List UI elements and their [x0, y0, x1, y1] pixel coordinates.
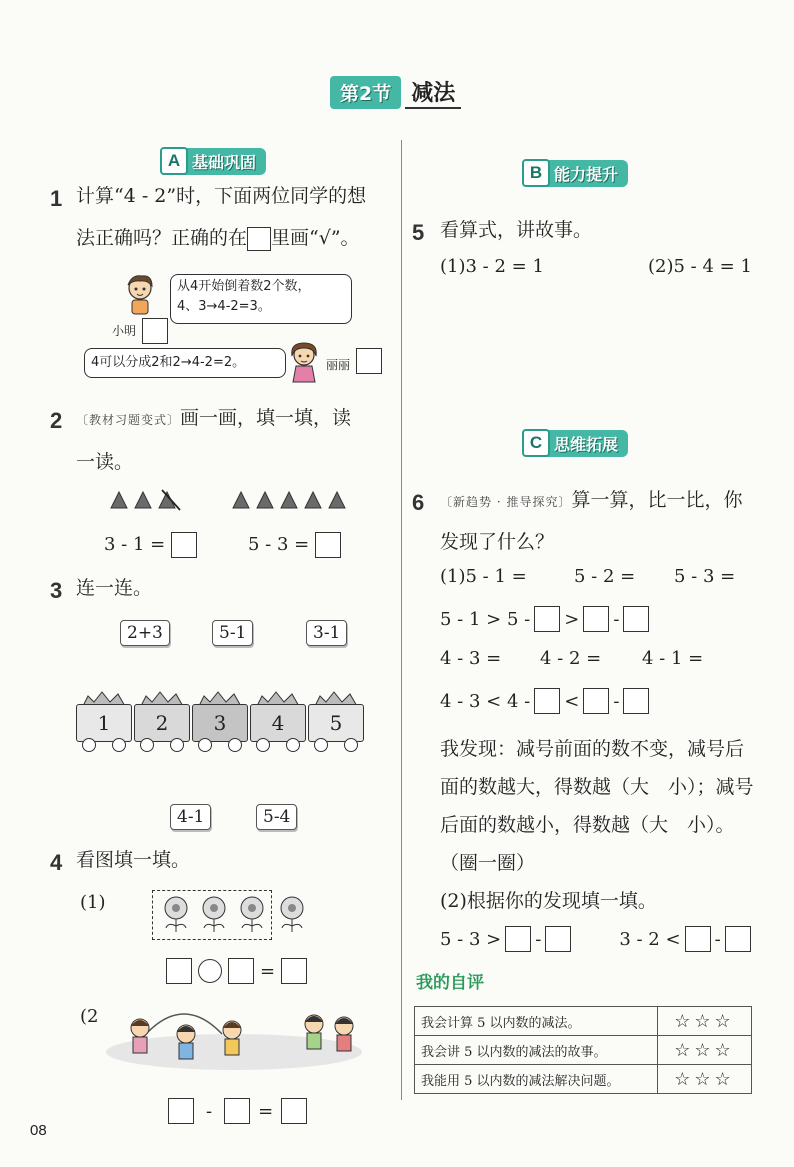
badge-letter: B — [522, 159, 550, 187]
question-number: 2 — [50, 408, 63, 433]
answer-row-1 — [166, 958, 307, 984]
expression-card[interactable]: 3-1 — [306, 620, 347, 646]
minus-sign: - — [613, 690, 620, 712]
cart-number: 4 — [250, 704, 306, 742]
wheel-icon — [170, 738, 184, 752]
compare-sign: > — [564, 608, 580, 630]
question-number: 5 — [412, 220, 425, 245]
wheel-icon — [82, 738, 96, 752]
answer-box[interactable] — [534, 606, 560, 632]
student-name-lili: 丽丽 — [326, 358, 351, 372]
children-jump-rope-illustration — [104, 1004, 370, 1072]
boy-illustration — [118, 272, 164, 318]
flower-icon — [158, 894, 194, 934]
star-rating[interactable]: ☆☆☆ — [658, 1065, 752, 1094]
equation — [248, 532, 341, 558]
calc-item: 4 - 1 = — [642, 648, 704, 669]
minus-sign: - — [714, 928, 721, 950]
fill-row — [440, 926, 751, 952]
answer-box[interactable] — [171, 532, 197, 558]
badge-thinking — [522, 430, 628, 456]
triangles-group-3 — [108, 488, 188, 512]
q2-line2: 一读。 — [76, 451, 134, 473]
answer-box[interactable] — [281, 1098, 307, 1124]
answer-box[interactable] — [623, 606, 649, 632]
answer-box[interactable] — [228, 958, 254, 984]
answer-box[interactable] — [534, 688, 560, 714]
train-cart[interactable] — [308, 690, 364, 756]
calc-item: 4 - 2 = — [540, 648, 602, 669]
operator-circle[interactable] — [198, 959, 222, 983]
badge-label: 基础巩固 — [184, 148, 266, 175]
compare-sign: < — [564, 690, 580, 712]
story-equation-1: (1)3 - 2 = 1 — [440, 256, 544, 277]
answer-row-2 — [168, 1098, 307, 1124]
minus-sign: - — [206, 1100, 213, 1122]
calc-item: 4 - 3 = — [440, 648, 502, 669]
equation-text: 5 - 3 = — [248, 534, 310, 555]
flower-icon — [274, 894, 310, 934]
section-number: 第2节 — [330, 76, 401, 109]
compare-row-1 — [440, 606, 649, 632]
question-text — [76, 404, 396, 476]
badge-basic — [160, 148, 266, 174]
part-label: (2 — [80, 1006, 99, 1027]
question-text — [440, 486, 780, 556]
answer-box[interactable] — [583, 606, 609, 632]
star-rating[interactable]: ☆☆☆ — [658, 1036, 752, 1065]
table-row — [415, 1036, 752, 1065]
answer-box[interactable] — [315, 532, 341, 558]
cart-number: 1 — [76, 704, 132, 742]
fill-text: 3 - 2 < — [619, 928, 681, 950]
expression-card[interactable]: 5-4 — [256, 804, 297, 830]
answer-box[interactable] — [168, 1098, 194, 1124]
q6-line1: 算一算，比一比，你 — [571, 489, 743, 511]
q6-line2: 发现了什么？ — [440, 531, 555, 553]
speech-bubble-2: 4可以分成2和2→4-2=2。 — [84, 348, 286, 378]
q2-line1: 画一画，填一填，读 — [180, 407, 352, 429]
wheel-icon — [198, 738, 212, 752]
question-text — [76, 182, 396, 252]
answer-box[interactable] — [545, 926, 571, 952]
q1-line2b: 里画“√”。 — [271, 227, 360, 249]
cart-number: 3 — [192, 704, 248, 742]
page-title: 减法 — [405, 76, 461, 109]
minus-sign: - — [613, 608, 620, 630]
minus-sign: - — [535, 928, 542, 950]
star-rating[interactable]: ☆☆☆ — [658, 1007, 752, 1036]
answer-box[interactable] — [623, 688, 649, 714]
question-number: 1 — [50, 186, 63, 211]
equation-text: 3 - 1 = — [104, 534, 166, 555]
answer-box[interactable] — [281, 958, 307, 984]
compare-text: 4 - 3 < 4 - — [440, 690, 531, 712]
question-text: 看图填一填。 — [76, 849, 191, 871]
compare-row-2 — [440, 688, 649, 714]
wheel-icon — [314, 738, 328, 752]
self-eval-table — [414, 1006, 752, 1094]
triangles-group-5 — [230, 488, 360, 512]
answer-box-lili[interactable] — [356, 348, 382, 374]
bubble1-line1: 从4开始倒着数2个数， — [177, 279, 311, 294]
train-cart[interactable] — [192, 690, 248, 756]
train-cart[interactable] — [76, 690, 132, 756]
table-row — [415, 1065, 752, 1094]
story-equation-2: (2)5 - 4 = 1 — [648, 256, 752, 277]
question-number: 3 — [50, 578, 63, 603]
finding-line[interactable]: 后面的数越小，得数越（大 小）。 — [440, 814, 735, 836]
question-tag: 〔新趋势 · 推导探究〕 — [440, 495, 572, 509]
question-text: 连一连。 — [76, 577, 153, 599]
equals-sign: = — [260, 960, 276, 982]
self-eval-title: 我的自评 — [416, 973, 484, 993]
page-number: 08 — [30, 1122, 47, 1139]
answer-box[interactable] — [685, 926, 711, 952]
train-cart[interactable] — [250, 690, 306, 756]
cart-number: 5 — [308, 704, 364, 742]
bubble1-line2: 4、3→4-2=3。 — [177, 299, 271, 314]
fill-text: 5 - 3 > — [440, 928, 502, 950]
finding-line: （圈一圈） — [440, 852, 536, 874]
answer-box[interactable] — [725, 926, 751, 952]
table-row — [415, 1007, 752, 1036]
expression-card[interactable]: 2+3 — [120, 620, 170, 646]
expression-card[interactable]: 5-1 — [212, 620, 253, 646]
part-label: (1) — [80, 892, 106, 913]
flower-icon — [196, 894, 232, 934]
answer-box[interactable] — [505, 926, 531, 952]
expression-card[interactable]: 4-1 — [170, 804, 211, 830]
answer-box-xiaoming[interactable] — [142, 318, 168, 344]
answer-box[interactable] — [247, 227, 271, 251]
finding-paragraph — [440, 730, 784, 920]
badge-label: 能力提升 — [546, 160, 628, 187]
finding-line: 我发现：减号前面的数不变，减号后 — [440, 738, 745, 760]
wheel-icon — [140, 738, 154, 752]
equation — [104, 532, 197, 558]
train — [76, 690, 376, 756]
wheel-icon — [256, 738, 270, 752]
finding-line[interactable]: 面的数越大，得数越（大 小）；减号 — [440, 776, 754, 798]
q1-line2a: 法正确吗？正确的在 — [76, 227, 248, 249]
train-cart[interactable] — [134, 690, 190, 756]
eval-item: 我会计算 5 以内数的减法。 — [415, 1007, 658, 1036]
eval-item: 我会讲 5 以内数的减法的故事。 — [415, 1036, 658, 1065]
flower-group — [152, 890, 388, 940]
badge-label: 思维拓展 — [546, 430, 628, 457]
badge-ability — [522, 160, 628, 186]
answer-box[interactable] — [224, 1098, 250, 1124]
question-tag: 〔教材习题变式〕 — [76, 413, 181, 427]
wheel-icon — [112, 738, 126, 752]
badge-letter: C — [522, 429, 550, 457]
wheel-icon — [286, 738, 300, 752]
compare-text: 5 - 1 > 5 - — [440, 608, 531, 630]
answer-box[interactable] — [166, 958, 192, 984]
girl-illustration — [284, 340, 324, 386]
question-number: 6 — [412, 490, 425, 515]
badge-letter: A — [160, 147, 188, 175]
cart-number: 2 — [134, 704, 190, 742]
wheel-icon — [344, 738, 358, 752]
flower-icon — [234, 894, 270, 934]
calc-item: 5 - 3 = — [674, 566, 736, 587]
column-divider — [401, 140, 402, 1100]
part2-label: (2)根据你的发现填一填。 — [440, 890, 657, 912]
question-number: 4 — [50, 850, 63, 875]
answer-box[interactable] — [583, 688, 609, 714]
equals-sign: = — [258, 1100, 274, 1122]
student-name-xiaoming: 小明 — [112, 324, 137, 338]
speech-bubble-1 — [170, 274, 352, 324]
wheel-icon — [228, 738, 242, 752]
section-header — [330, 76, 461, 109]
eval-item: 我能用 5 以内数的减法解决问题。 — [415, 1065, 658, 1094]
question-text: 看算式，讲故事。 — [440, 219, 593, 241]
calc-item: (1)5 - 1 = — [440, 566, 527, 587]
q1-line1: 计算“4 - 2”时，下面两位同学的想 — [76, 185, 367, 207]
calc-item: 5 - 2 = — [574, 566, 636, 587]
